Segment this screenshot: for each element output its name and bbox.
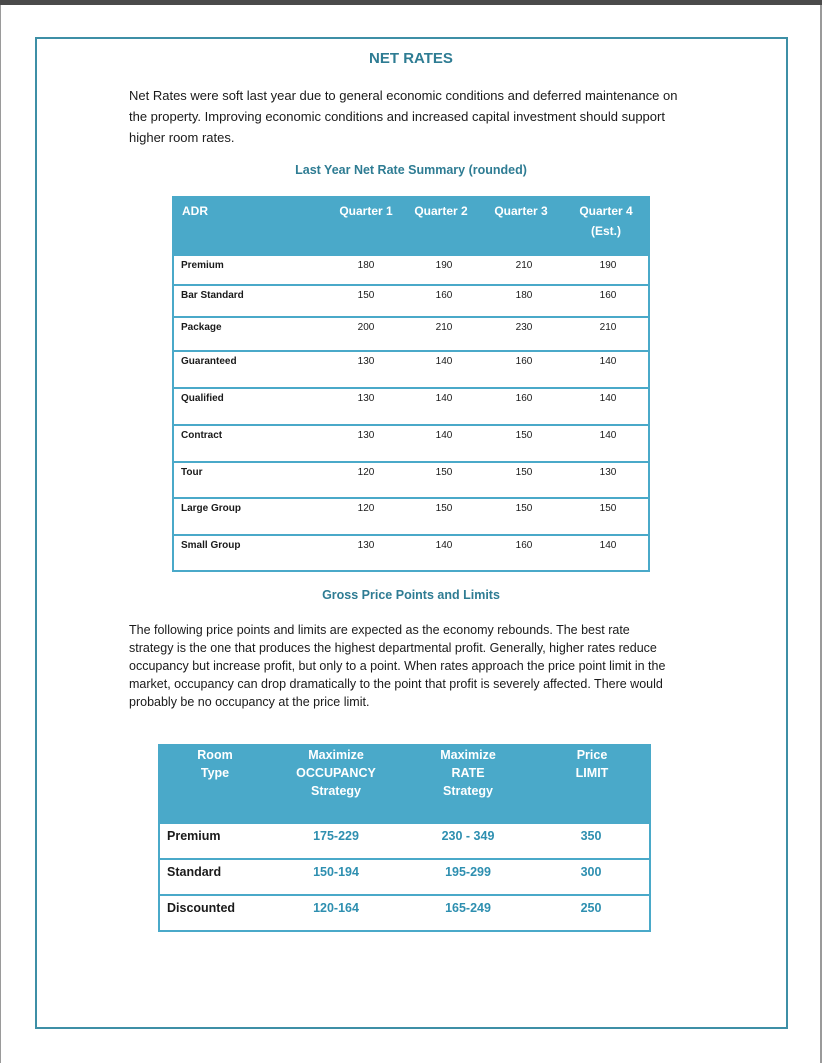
page-top-bar — [0, 0, 822, 5]
table-cell: 120 — [357, 503, 375, 514]
room-type-label: Discounted — [167, 901, 236, 915]
table-cell: 210 — [599, 322, 617, 333]
table-cell: 150 — [515, 430, 533, 441]
table-cell: 130 — [357, 393, 375, 404]
summary-table-caption: Last Year Net Rate Summary (rounded) — [295, 163, 527, 177]
row-label: Bar Standard — [181, 290, 244, 301]
header-quarter-1: Quarter 1 — [339, 204, 393, 218]
row-label: Qualified — [181, 393, 224, 404]
table-cell: 130 — [357, 540, 375, 551]
table-cell: 210 — [515, 260, 533, 271]
table-cell: 140 — [599, 430, 617, 441]
table-row — [160, 858, 649, 894]
row-label: Tour — [181, 467, 203, 478]
table-cell: 175-229 — [313, 829, 359, 843]
table-cell: 230 — [515, 322, 533, 333]
price-section-heading: Gross Price Points and Limits — [322, 588, 500, 602]
table-cell: 230 - 349 — [441, 829, 495, 843]
table-cell: 130 — [599, 467, 617, 478]
table-cell: 140 — [435, 540, 453, 551]
table-cell: 140 — [435, 430, 453, 441]
table-cell: 150-194 — [313, 865, 359, 879]
table-cell: 165-249 — [445, 901, 491, 915]
table-cell: 150 — [357, 290, 375, 301]
table-cell: 195-299 — [445, 865, 491, 879]
header-quarter-3: Quarter 3 — [494, 204, 548, 218]
intro-line: Net Rates were soft last year due to general economic conditions and deferred maintenance on — [129, 88, 678, 103]
table-row — [174, 424, 648, 461]
header-price-limit: Price LIMIT — [575, 748, 609, 780]
net-rate-summary-table — [172, 196, 650, 572]
table-cell: 140 — [435, 356, 453, 367]
table-cell: 160 — [515, 540, 533, 551]
row-label: Large Group — [181, 503, 242, 514]
table-cell: 130 — [357, 430, 375, 441]
table-cell: 120-164 — [313, 901, 359, 915]
price-table-header — [160, 744, 649, 822]
body-line: probably be no occupancy at the price limit. — [129, 695, 370, 709]
row-label: Package — [181, 322, 222, 333]
intro-line: the property. Improving economic conditions and increased capital investment should support — [129, 109, 665, 124]
table-cell: 140 — [599, 393, 617, 404]
table-cell: 140 — [599, 540, 617, 551]
header-quarter-4: Quarter 4 (Est.) — [579, 204, 633, 238]
table-cell: 150 — [599, 503, 617, 514]
table-row — [174, 461, 648, 497]
table-cell: 150 — [435, 503, 453, 514]
table-cell: 210 — [435, 322, 453, 333]
table-cell: 160 — [515, 356, 533, 367]
table-cell: 130 — [357, 356, 375, 367]
table-row — [174, 387, 648, 424]
row-label: Contract — [181, 430, 223, 441]
table-row — [174, 284, 648, 316]
table-cell: 190 — [435, 260, 453, 271]
header-maximize-rate: Maximize RATE Strategy — [440, 748, 496, 798]
room-type-label: Premium — [167, 829, 221, 843]
table-cell: 300 — [580, 865, 602, 879]
row-label: Premium — [181, 260, 224, 271]
row-label: Small Group — [181, 540, 241, 551]
body-line: market, occupancy can drop dramatically to the point that profit is severely affected. There would — [129, 677, 663, 691]
price-section-paragraph — [129, 621, 729, 711]
body-line: occupancy but increase profit, but only to a point. When rates approach the price point limit in the — [129, 659, 666, 673]
table-cell: 160 — [435, 290, 453, 301]
body-line: strategy is the one that produces the highest departmental profit. Generally, higher rates reduce — [129, 641, 657, 655]
table-cell: 350 — [580, 829, 602, 843]
header-quarter-2: Quarter 2 — [414, 204, 468, 218]
summary-table-header — [174, 196, 648, 254]
page-title: NET RATES — [369, 50, 453, 67]
table-cell: 140 — [599, 356, 617, 367]
table-row — [174, 534, 648, 570]
table-cell: 250 — [580, 901, 602, 915]
table-row — [174, 254, 648, 284]
header-maximize-occupancy: Maximize OCCUPANCY Strategy — [296, 748, 376, 798]
table-cell: 190 — [599, 260, 617, 271]
room-type-label: Standard — [167, 865, 222, 879]
header-adr: ADR — [182, 204, 208, 218]
table-cell: 140 — [435, 393, 453, 404]
table-row — [160, 894, 649, 930]
table-row — [160, 822, 649, 858]
table-row — [174, 316, 648, 350]
header-room-type: Room Type — [197, 748, 233, 780]
price-points-table — [158, 744, 651, 932]
table-cell: 180 — [357, 260, 375, 271]
table-cell: 150 — [515, 467, 533, 478]
table-cell: 160 — [515, 393, 533, 404]
table-cell: 150 — [435, 467, 453, 478]
table-cell: 120 — [357, 467, 375, 478]
row-label: Guaranteed — [181, 356, 237, 367]
table-row — [174, 350, 648, 387]
intro-line: higher room rates. — [129, 130, 235, 145]
table-cell: 150 — [515, 503, 533, 514]
table-cell: 200 — [357, 322, 375, 333]
table-row — [174, 497, 648, 534]
body-line: The following price points and limits are expected as the economy rebounds. The best rate — [129, 623, 630, 637]
table-cell: 160 — [599, 290, 617, 301]
intro-paragraph — [129, 85, 719, 148]
table-cell: 180 — [515, 290, 533, 301]
